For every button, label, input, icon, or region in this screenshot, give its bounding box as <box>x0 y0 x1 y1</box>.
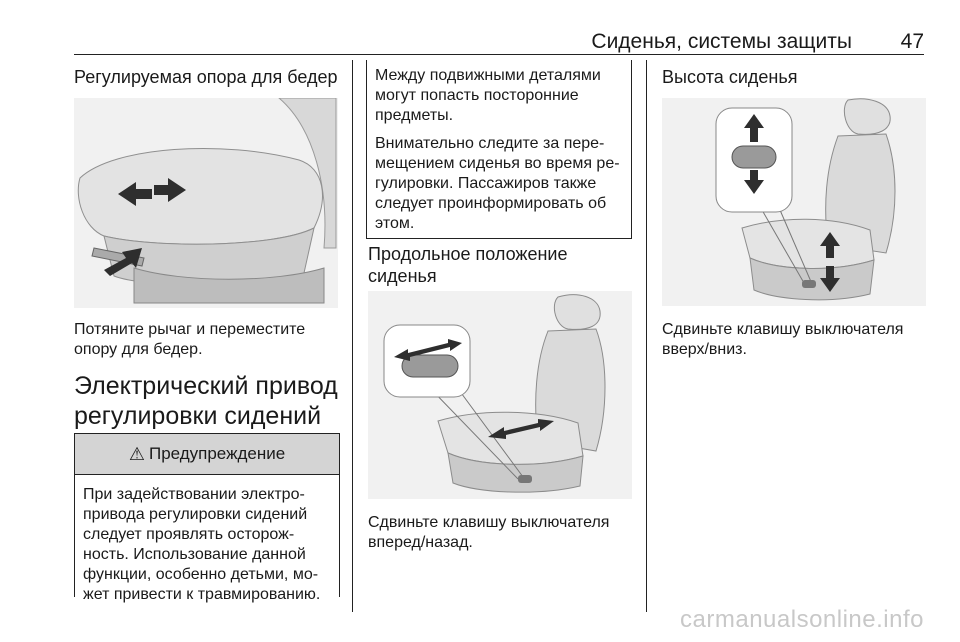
longitudinal-adjustment-illustration <box>368 291 632 499</box>
note-paragraph-1: Между подвижными деталями могут попасть посторонние предметы. <box>375 67 601 124</box>
page-number: 47 <box>900 30 924 53</box>
seat-height-caption: Сдвиньте клавишу выключателя вверх/вниз. <box>662 321 904 358</box>
section-title-longitudinal-line1: Продольное положение <box>368 244 568 264</box>
thigh-support-illustration <box>74 98 338 308</box>
warning-header <box>75 434 339 475</box>
column-divider-2 <box>646 60 647 612</box>
thigh-support-caption: Потяните рычаг и переместите опору для бедер. <box>74 321 306 358</box>
section-title-seat-height: Высота сиденья <box>662 67 798 87</box>
section-title-power-seat-line2: регулировки сидений <box>74 402 322 430</box>
section-title-longitudinal-line2: сиденья <box>368 266 437 286</box>
watermark: carmanualsonline.info <box>680 606 924 633</box>
running-header-title: Сиденья, системы защиты <box>591 30 852 53</box>
section-title-thigh-support: Регулируемая опора для бедер <box>74 67 338 87</box>
warning-box <box>74 433 340 603</box>
longitudinal-caption: Сдвиньте клавишу выключателя вперед/назад. <box>368 514 610 551</box>
warning-title: Предупреждение <box>148 444 286 463</box>
note-paragraph-2: Внимательно следите за пере-мещением сиденья во время ре-гулировки. Пассажиров также следует проинформировать об этом. <box>375 135 620 232</box>
column-divider-1 <box>352 60 353 612</box>
section-title-power-seat-line1: Электрический привод <box>74 372 338 400</box>
warning-triangle-icon: ⚠ <box>128 443 145 464</box>
header-rule <box>74 54 924 55</box>
warning-text: При задействовании электро-привода регулировки сидений следует проявлять осторож-ность. Использование данной функции, особенно детьми, мо-жет привести к травмированию. <box>83 486 321 603</box>
note-box <box>366 60 632 239</box>
seat-height-illustration <box>662 98 926 306</box>
